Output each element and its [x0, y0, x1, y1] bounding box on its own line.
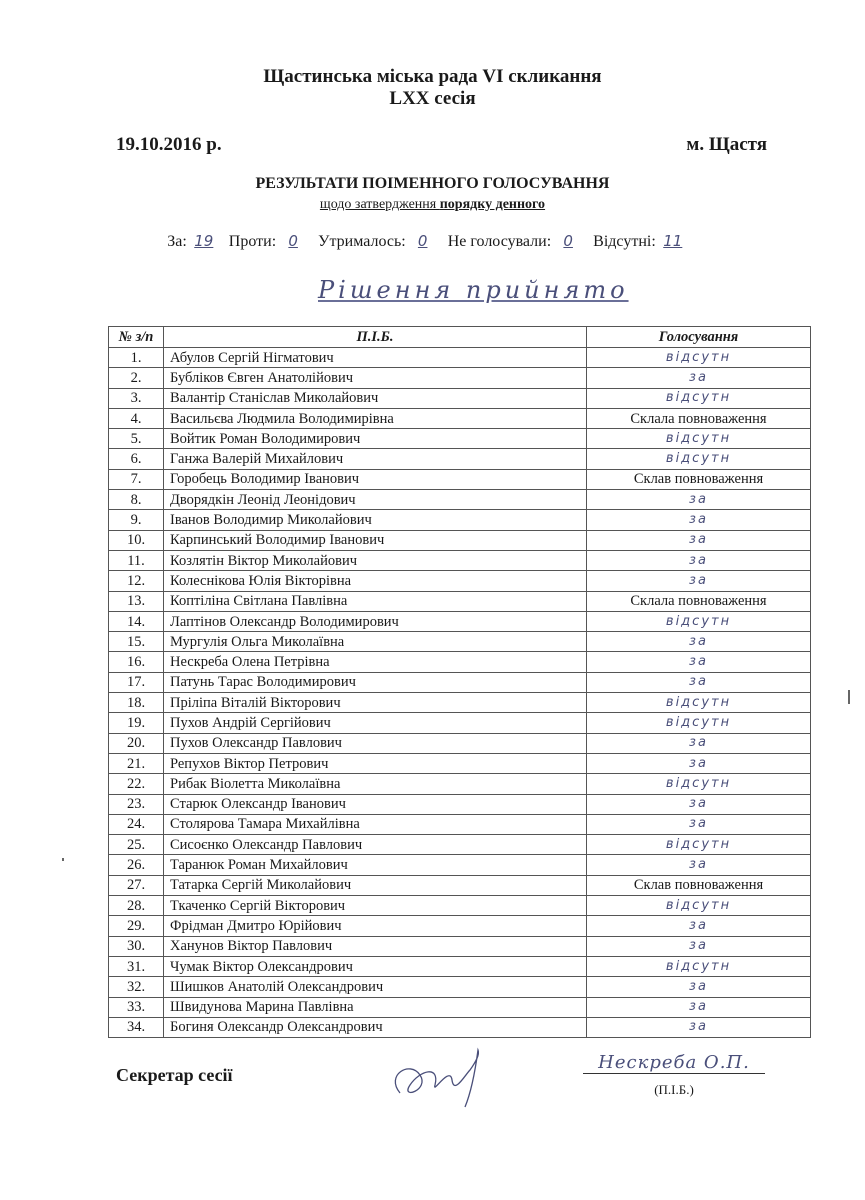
document-date: 19.10.2016 р. [116, 134, 222, 155]
row-vote: за [587, 855, 811, 875]
row-name: Нескреба Олена Петрівна [164, 652, 587, 672]
signature-icon [380, 1045, 530, 1115]
tally-label: Не голосували: [447, 233, 552, 250]
row-number: 16. [109, 652, 164, 672]
row-number: 1. [109, 348, 164, 368]
row-name: Войтик Роман Володимирович [164, 429, 587, 449]
row-vote: за [587, 530, 811, 550]
row-name: Ганжа Валерій Михайлович [164, 449, 587, 469]
row-number: 13. [109, 591, 164, 611]
results-subtitle-prefix: щодо затвердження [319, 197, 440, 212]
results-subtitle [0, 197, 865, 213]
header-vote: Голосування [587, 327, 811, 348]
row-number: 10. [109, 530, 164, 550]
row-number: 15. [109, 632, 164, 652]
row-number: 26. [109, 855, 164, 875]
row-name: Сисоєнко Олександр Павлович [164, 835, 587, 855]
table-row [109, 672, 811, 692]
table-row [109, 490, 811, 510]
header-number: № з/п [109, 327, 164, 348]
row-vote: за [587, 733, 811, 753]
row-vote: за [587, 1017, 811, 1037]
tally-label: Проти: [228, 233, 277, 250]
row-name: Абулов Сергій Нігматович [164, 348, 587, 368]
row-number: 7. [109, 469, 164, 489]
row-vote: Склала повноваження [587, 591, 811, 611]
table-row [109, 936, 811, 956]
row-number: 8. [109, 490, 164, 510]
row-vote: за [587, 510, 811, 530]
row-name: Карпинський Володимир Іванович [164, 530, 587, 550]
row-name: Татарка Сергій Миколайович [164, 875, 587, 895]
table-row [109, 408, 811, 428]
row-name: Бубліков Євген Анатолійович [164, 368, 587, 388]
row-vote: за [587, 936, 811, 956]
row-vote: за [587, 794, 811, 814]
row-number: 12. [109, 571, 164, 591]
decision-handwritten: Рішення прийнято [318, 276, 629, 304]
table-row [109, 814, 811, 834]
table-row [109, 997, 811, 1017]
row-number: 31. [109, 956, 164, 976]
row-vote: за [587, 916, 811, 936]
row-name: Ткаченко Сергій Вікторович [164, 896, 587, 916]
row-number: 17. [109, 672, 164, 692]
tally-value: 11 [663, 232, 683, 250]
table-row [109, 794, 811, 814]
row-vote: за [587, 368, 811, 388]
row-vote: Склав повноваження [587, 875, 811, 895]
tally-label: Відсутні: [593, 233, 656, 250]
row-name: Ханунов Віктор Павлович [164, 936, 587, 956]
row-vote: відсутн [587, 774, 811, 794]
table-row [109, 956, 811, 976]
row-vote: за [587, 672, 811, 692]
row-name: Старюк Олександр Іванович [164, 794, 587, 814]
session-title: LXX сесія [389, 88, 476, 109]
row-vote: за [587, 550, 811, 570]
row-vote: відсутн [587, 693, 811, 713]
table-row [109, 449, 811, 469]
row-number: 28. [109, 896, 164, 916]
row-vote: Склав повноваження [587, 469, 811, 489]
row-number: 18. [109, 693, 164, 713]
table-row [109, 753, 811, 773]
row-vote: відсутн [587, 835, 811, 855]
row-name: Таранюк Роман Михайлович [164, 855, 587, 875]
table-row [109, 510, 811, 530]
row-name: Пухов Андрій Сергійович [164, 713, 587, 733]
row-vote: відсутн [587, 449, 811, 469]
tally-value: 0 [288, 232, 298, 250]
tally-label: Утрималось: [318, 233, 406, 250]
row-name: Рибак Віолетта Миколаївна [164, 774, 587, 794]
row-number: 9. [109, 510, 164, 530]
row-number: 25. [109, 835, 164, 855]
table-row [109, 388, 811, 408]
row-vote: за [587, 632, 811, 652]
table-row [109, 875, 811, 895]
scan-mark [62, 858, 64, 861]
table-row [109, 774, 811, 794]
tally-label: За: [167, 233, 187, 250]
row-name: Фрідман Дмитро Юрійович [164, 916, 587, 936]
row-number: 34. [109, 1017, 164, 1037]
row-vote: відсутн [587, 429, 811, 449]
row-vote: за [587, 652, 811, 672]
document-city: м. Щастя [686, 134, 767, 155]
row-number: 24. [109, 814, 164, 834]
row-name: Горобець Володимир Іванович [164, 469, 587, 489]
row-number: 29. [109, 916, 164, 936]
row-number: 11. [109, 550, 164, 570]
table-row [109, 348, 811, 368]
row-vote: відсутн [587, 348, 811, 368]
row-number: 4. [109, 408, 164, 428]
table-row [109, 693, 811, 713]
row-name: Васильєва Людмила Володимирівна [164, 408, 587, 428]
row-number: 19. [109, 713, 164, 733]
table-row [109, 429, 811, 449]
row-number: 3. [109, 388, 164, 408]
row-vote: за [587, 814, 811, 834]
tally-value: 0 [417, 232, 428, 250]
table-row [109, 550, 811, 570]
row-vote: Склала повноваження [587, 408, 811, 428]
row-vote: відсутн [587, 896, 811, 916]
secretary-name-handwritten: Нескреба О.П. [583, 1052, 765, 1074]
table-row [109, 591, 811, 611]
row-name: Коптіліна Світлана Павлівна [164, 591, 587, 611]
row-name: Репухов Віктор Петрович [164, 753, 587, 773]
row-number: 14. [109, 611, 164, 631]
table-row [109, 611, 811, 631]
row-name: Дворядкін Леонід Леонідович [164, 490, 587, 510]
row-name: Валантір Станіслав Миколайович [164, 388, 587, 408]
table-row [109, 652, 811, 672]
tally-value: 0 [563, 232, 573, 250]
row-number: 21. [109, 753, 164, 773]
row-name: Пріліпа Віталій Вікторович [164, 693, 587, 713]
table-row [109, 896, 811, 916]
row-number: 22. [109, 774, 164, 794]
row-name: Чумак Віктор Олександрович [164, 956, 587, 976]
row-name: Колеснікова Юлія Вікторівна [164, 571, 587, 591]
table-row [109, 977, 811, 997]
row-number: 27. [109, 875, 164, 895]
table-row [109, 368, 811, 388]
results-title: РЕЗУЛЬТАТИ ПОІМЕННОГО ГОЛОСУВАННЯ [255, 175, 610, 192]
secretary-label: Секретар сесії [116, 1065, 233, 1085]
row-number: 6. [109, 449, 164, 469]
row-number: 32. [109, 977, 164, 997]
vote-tally [0, 232, 865, 251]
row-name: Патунь Тарас Володимирович [164, 672, 587, 692]
table-row [109, 469, 811, 489]
table-row [109, 733, 811, 753]
table-row [109, 835, 811, 855]
table-row [109, 713, 811, 733]
header-name: П.І.Б. [164, 327, 587, 348]
table-row [109, 530, 811, 550]
row-name: Богиня Олександр Олександрович [164, 1017, 587, 1037]
row-name: Козлятін Віктор Миколайович [164, 550, 587, 570]
table-row [109, 1017, 811, 1037]
table-row [109, 571, 811, 591]
row-number: 20. [109, 733, 164, 753]
row-vote: відсутн [587, 956, 811, 976]
row-vote: за [587, 490, 811, 510]
row-name: Столярова Тамара Михайлівна [164, 814, 587, 834]
results-subtitle-bold: порядку денного [439, 197, 546, 212]
table-row [109, 916, 811, 936]
row-number: 33. [109, 997, 164, 1017]
name-caption: (П.І.Б.) [654, 1082, 694, 1097]
table-header-row [109, 327, 811, 348]
scan-mark [848, 690, 850, 704]
row-number: 5. [109, 429, 164, 449]
row-name: Мургулія Ольга Миколаївна [164, 632, 587, 652]
row-name: Іванов Володимир Миколайович [164, 510, 587, 530]
row-number: 30. [109, 936, 164, 956]
row-vote: за [587, 753, 811, 773]
row-number: 23. [109, 794, 164, 814]
row-vote: за [587, 977, 811, 997]
table-row [109, 855, 811, 875]
table-row [109, 632, 811, 652]
row-name: Лаптінов Олександр Володимирович [164, 611, 587, 631]
row-vote: відсутн [587, 388, 811, 408]
row-name: Швидунова Марина Павлівна [164, 997, 587, 1017]
tally-value: 19 [194, 232, 214, 250]
row-number: 2. [109, 368, 164, 388]
row-name: Шишков Анатолій Олександрович [164, 977, 587, 997]
row-name: Пухов Олександр Павлович [164, 733, 587, 753]
row-vote: за [587, 997, 811, 1017]
row-vote: відсутн [587, 713, 811, 733]
row-vote: відсутн [587, 611, 811, 631]
votes-table [108, 326, 811, 1038]
council-title: Щастинська міська рада VI скликання [263, 66, 602, 87]
row-vote: за [587, 571, 811, 591]
